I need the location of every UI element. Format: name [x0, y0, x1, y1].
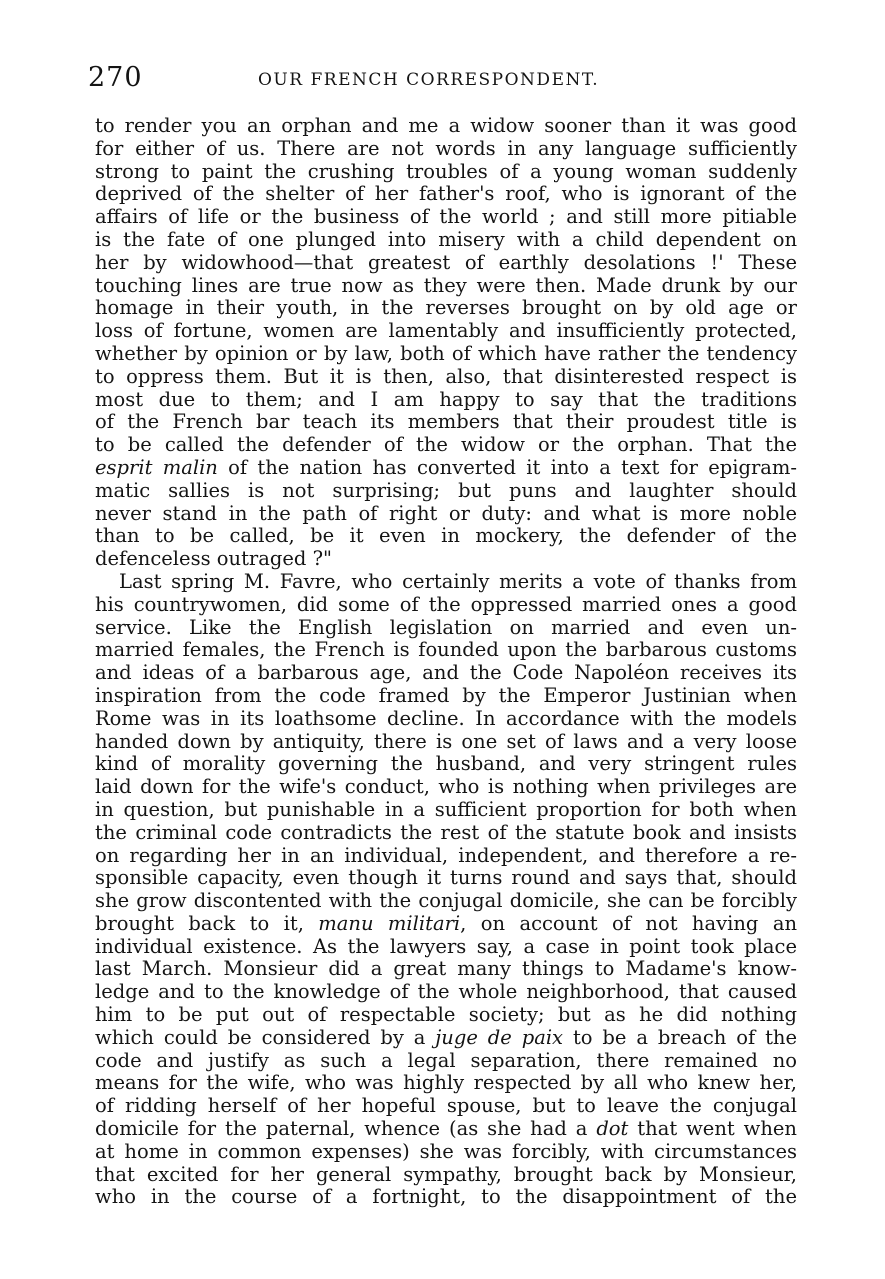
- text-line: she grow discontented with the conjugal domicile, she can be forcibly: [95, 889, 797, 913]
- text-line: Last spring M. Favre, who certainly merits a vote of thanks from: [119, 569, 797, 593]
- text-line: domicile for the paternal, whence (as she had a dot that went when: [95, 1117, 797, 1141]
- text-line: which could be considered by a juge de paix to be a breach of the: [95, 1025, 798, 1049]
- text-line: whether by opinion or by law, both of which have rather the tendency: [95, 341, 797, 365]
- text-line: him to be put out of respectable society; but as he did nothing: [95, 1003, 797, 1027]
- text-line: loss of fortune, women are lamentably and insufficiently protected,: [95, 319, 797, 343]
- text-line: that excited for her general sympathy, brought back by Monsieur,: [95, 1162, 797, 1186]
- text-line: married females, the French is founded upon the barbarous customs: [95, 638, 797, 662]
- text-line: touching lines are true now as they were then. Made drunk by our: [95, 273, 797, 297]
- text-line: inspiration from the code framed by the Emperor Justinian when: [95, 683, 797, 707]
- text-line: brought back to it, manu militari, on account of not having an: [95, 911, 797, 935]
- text-line: ledge and to the knowledge of the whole neighborhood, that caused: [95, 980, 797, 1004]
- text-line: and ideas of a barbarous age, and the Code Napoléon receives its: [95, 661, 797, 685]
- text-line: of ridding herself of her hopeful spouse, but to leave the conjugal: [95, 1094, 797, 1118]
- page-number: 270: [88, 62, 143, 93]
- text-line: kind of morality governing the husband, and very stringent rules: [95, 752, 797, 776]
- text-line: the criminal code contradicts the rest of the statute book and insists: [95, 820, 797, 844]
- text-line: is the fate of one plunged into misery with a child dependent on: [95, 227, 797, 251]
- text-line: to oppress them. But it is then, also, that disinterested respect is: [95, 364, 797, 388]
- text-line: strong to paint the crushing troubles of a young woman suddenly: [95, 159, 797, 183]
- text-line: than to be called, be it even in mockery, the defender of the: [95, 524, 797, 548]
- text-line: at home in common expenses) she was forcibly, with circumstances: [95, 1139, 797, 1163]
- text-line: affairs of life or the business of the world ; and still more pitiable: [95, 205, 797, 229]
- page-header: [88, 62, 803, 98]
- text-line: sponsible capacity, even though it turns round and says that, should: [95, 866, 797, 890]
- text-line: in question, but punishable in a sufficient proportion for both when: [95, 797, 797, 821]
- text-line: service. Like the English legislation on married and even un-: [95, 615, 797, 639]
- text-line: of the French bar teach its members that their proudest title is: [95, 410, 797, 434]
- text-line: his countrywomen, did some of the oppressed married ones a good: [95, 592, 797, 616]
- text-line: never stand in the path of right or duty: and what is more noble: [95, 501, 797, 525]
- text-line: homage in their youth, in the reverses brought on by old age or: [95, 296, 797, 320]
- text-line: code and justify as such a legal separation, there remained no: [95, 1048, 797, 1072]
- text-line: on regarding her in an individual, independent, and therefore a re-: [95, 843, 797, 867]
- text-line: defenceless outraged ?": [95, 547, 332, 571]
- text-line: handed down by antiquity, there is one set of laws and a very loose: [95, 729, 797, 753]
- running-title: OUR FRENCH CORRESPONDENT.: [258, 70, 600, 90]
- text-line: esprit malin of the nation has converted it into a text for epigram-: [95, 455, 797, 479]
- text-line: laid down for the wife's conduct, who is nothing when privileges are: [95, 775, 797, 799]
- text-line: who in the course of a fortnight, to the disappointment of the: [95, 1185, 797, 1209]
- body-text: [95, 115, 797, 1209]
- text-line: means for the wife, who was highly respected by all who knew her,: [95, 1071, 797, 1095]
- text-line: deprived of the shelter of her father's roof, who is ignorant of the: [95, 182, 797, 206]
- text-line: her by widowhood—that greatest of earthly desolations !' These: [95, 250, 797, 274]
- text-line: matic sallies is not surprising; but puns and laughter should: [95, 478, 797, 502]
- text-line: last March. Monsieur did a great many things to Madame's know-: [95, 957, 797, 981]
- text-line: to render you an orphan and me a widow sooner than it was good: [95, 114, 797, 137]
- text-line: most due to them; and I am happy to say that the traditions: [95, 387, 797, 411]
- text-line: for either of us. There are not words in any language sufficiently: [95, 136, 797, 160]
- text-line: individual existence. As the lawyers say, a case in point took place: [95, 934, 797, 958]
- text-line: to be called the defender of the widow or the orphan. That the: [95, 433, 797, 457]
- text-line: Rome was in its loathsome decline. In accordance with the models: [95, 706, 797, 730]
